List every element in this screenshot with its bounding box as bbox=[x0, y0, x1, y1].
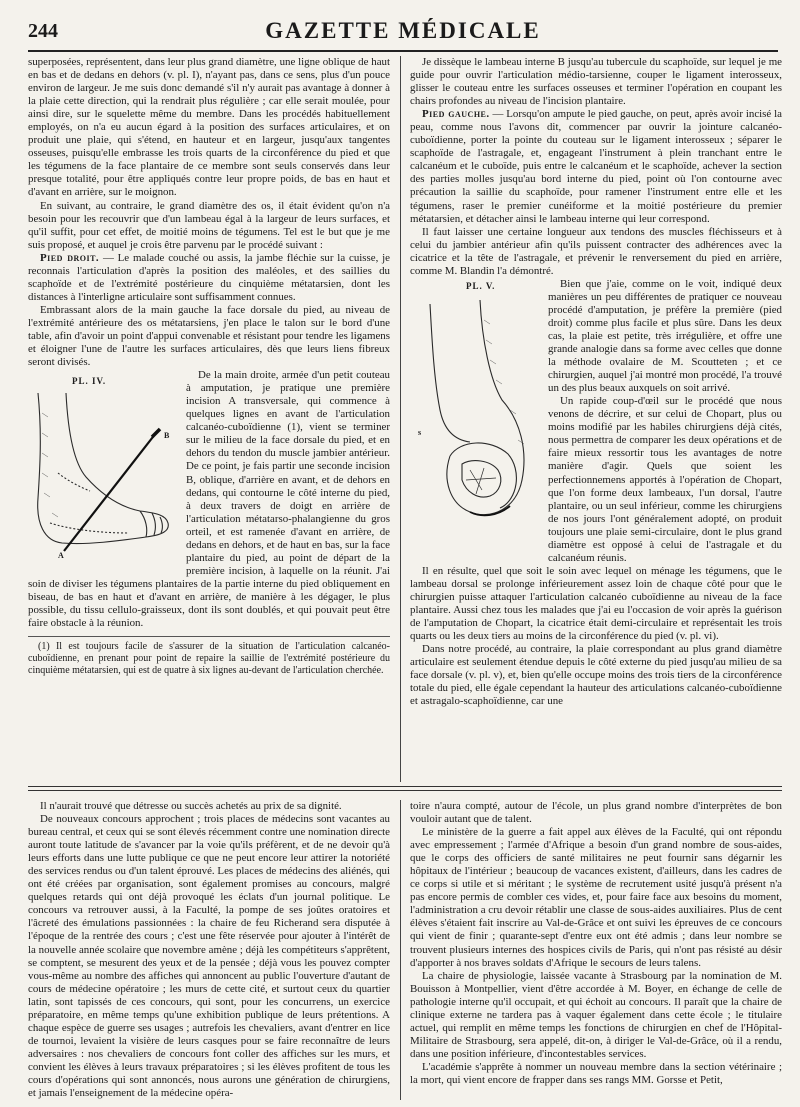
paragraph: Je dissèque le lambeau interne B jusqu'au tubercule du scaphoïde, sur lequel je me guide pour ouvrir l'articulation médio-tarsienne, couper le ligament interosseux, glisser le couteau entre les surfaces osseuses et terminer l'opération en coupant les chairs profondes au niveau de l'incision plantaire. bbox=[410, 56, 782, 108]
paragraph: Le ministère de la guerre a fait appel aux élèves de la Faculté, qui ont répondu avec empressement ; l'armée d'Afrique a besoin d'un grand nombre de sous-aides, que le corps des officiers de santé militaires ne peut fournir sans dégarnir les hôpitaux de l'intérieur ; beaucoup de vacances existent, d'ailleurs, dans les cadres de ce corps si utile et si méritant ; le système de recrutement usité jusqu'à présent n'a pas encore permis de combler ces vides, et, pour faire face aux besoins du moment, l'administration a cru devoir rétablir une classe de sous-aides auxiliaires. Plus de cent élèves s'étaient fait inscrire au Val-de-Grâce et ont suivi les épreuves de ce concours qui vient de finir ; quarante-sept d'entre eux ont été admis ; dans leur nombre se trouvent plusieurs internes des hospices civils de Paris, qui n'ont pas résisté au désir d'apporter à nos braves soldats d'Afrique le secours de leurs talens. bbox=[410, 826, 782, 969]
paragraph: En suivant, au contraire, le grand diamètre des os, il était évident qu'on n'a besoin pour les recouvrir que d'un lambeau égal à la largeur de leurs surfaces, et qu'il suffit, pour cet effet, de moitié moins de tégumens. Tel est le but que je me suis proposé, et auquel je crois être parvenu par le procédé suivant : bbox=[28, 199, 390, 251]
figure-plate-iv bbox=[28, 373, 178, 565]
column-right-top bbox=[410, 56, 782, 786]
figure-label: PL. IV. bbox=[72, 376, 107, 387]
column-left-top bbox=[28, 56, 390, 796]
column-divider bbox=[400, 800, 401, 1100]
figure-letter-a: A bbox=[58, 551, 65, 561]
figure-plate-v bbox=[410, 280, 540, 552]
paragraph: — Lorsqu'on ampute le pied gauche, on peut, après avoir incisé la peau, comme nous l'avons dit, commencer par ouvrir la jointure calcanéo-cuboïdienne, porter la pointe du couteau sur le ligament interosseux ; séparer le scaphoïde de l'astragale, et, engageant l'instrument à plein tranchant entre le calcanéum et le cuboïde, puis entre le calcanéum et le scaphoïde, achever la section des parties molles jusqu'au bord interne du pied, point où l'on contourne avec précaution la saillie du scaphoïde, pour ramener l'instrument entre elle et les tégumens, raser le premier cunéiforme et la moitié postérieure du premier métatarsien, et détacher ainsi le lambeau interne qui leur correspond. bbox=[410, 108, 782, 225]
paragraph: toire n'aura compté, autour de l'école, un plus grand nombre d'interprètes de bon vouloir autant que de talent. bbox=[410, 800, 782, 826]
column-right-bottom bbox=[410, 800, 782, 1100]
paragraph: Il n'aurait trouvé que détresse ou succès achetés au prix de sa dignité. bbox=[40, 800, 342, 812]
column-divider bbox=[400, 56, 401, 782]
page-header bbox=[28, 14, 778, 52]
paragraph: De nouveaux concours approchent ; trois places de médecins sont vacantes au bureau central, et ceux qui se sont élevés récemment contre une nomination directe auront toute latitude de s'avancer par la voie qu'ils préfèrent, et de ne devoir qu'à leurs efforts dans une lutte publique ce que ne peut encore leur attirer la notoriété des services rendus ou d'un talent éprouvé. Les places de médecins des aliénés, qui ont été créées par organisation, sont également promises au concours, malgré quelques retards qui ont déjà provoqué les éclats d'un journal politique. Le concours va retrouver aussi, à la Faculté, la pompe de ses joûtes oratoires et l'âcreté des émulations passionnées : la chaire de feu Richerand sera disputée à l'époque de la rentrée des cours ; c'est une fête réservée pour ajouter à l'intérêt de la nouvelle année scolaire que novembre amène ; déjà les compétiteurs s'apprêtent, se comptent, se mesurent des yeux et de la pensée ; déjà vous les pouvez compter vous-même au nombre des affiches qui annoncent au public l'ouverture d'autant de cours de médecine opératoire ; les murs de cette cité, et surtout ceux du quartier latin, sont tapissés de ces concours, qui sont, pour les concurrens, un exercice préparatoire, en même temps qu'une exhibition publique de leurs prétentions. A chaque espèce de guerre ses usages ; autrefois les chevaliers, avant d'entrer en lice de tournoi, levaient la visière de leurs casques pour se faire reconnaître de leurs adversaires : nos chevaliers de concours font coller des affiches sur les murs, et convient les élèves à leurs travaux préparatoires ; si les élèves profitent de tous les cours d'opérations qui sont annoncés, nous aurons une génération de chirurgiens, et jamais l'enseignement de la médecine opéra- bbox=[28, 813, 390, 1100]
footnote-text: (1) Il est toujours facile de s'assurer de la situation de l'articulation calcanéo-cuboïdienne, en prenant pour point de repaire la saillie de l'extrémité postérieure du cinquième métatarsien, qui est de quatre à six lignes au-devant de l'articulation cherchée. bbox=[28, 641, 390, 677]
foot-illustration bbox=[28, 373, 178, 565]
paragraph: Il en résulte, quel que soit le soin avec lequel on ménage les tégumens, que le lambeau dorsal se prolonge inférieurement assez loin de chaque côté pour que le chirurgien puisse attaquer l'articulation calcanéo cuboïdienne au niveau de la face plantaire. Aussi chez tous les malades que j'ai eu l'occasion de voir après la guérison de l'amputation de Chopart, la cicatrice était demi-circulaire et représentait les trois quarts ou les deux tiers au moins de la circonférence du pied (v. pl. vi). bbox=[410, 564, 782, 643]
stump-illustration bbox=[410, 280, 540, 552]
footnote bbox=[28, 636, 390, 678]
section-heading-pied-gauche: Pied gauche. bbox=[422, 108, 490, 121]
page-number: 244 bbox=[28, 20, 58, 42]
paragraph: Un rapide coup-d'œil sur le procédé que nous venons de décrire, et sur celui de Chopart, plus ou moins modifié par les habiles chirurgiens déjà cités, nous permettra de comparer les deux opérations et de faire mieux ressortir tous les avantages de notre manière d'agir. Quels que soient les perfectionnemens apportés à l'opération de Chopart, que l'on forme deux lambeaux, l'un dorsal, l'autre plantaire, ou un seul inférieur, comme les chirurgiens de nos jours l'ont généralement adopté, on produit toujours une plaie semi-circulaire, dont le plus grand diamètre est opposé à celui de l'astragale et du calcanéum réunis. bbox=[548, 395, 782, 564]
figure-label: PL. V. bbox=[466, 280, 496, 291]
figure-letter-s: s bbox=[418, 427, 423, 437]
paragraph: Dans notre procédé, au contraire, la plaie correspondant au plus grand diamètre articulaire est seulement étendue depuis le côté externe du pied jusqu'au milieu de sa face dorsale (v. pl. v), et, bien qu'elle occupe moins des trois tiers de la circonférence totale du pied, elle égale cependant la hauteur des articulations calcanéo-cuboïdienne et astragalo-scaphoïdienne, car une bbox=[410, 643, 782, 708]
figure-letter-b: B bbox=[164, 431, 171, 441]
paragraph: Embrassant alors de la main gauche la face dorsale du pied, au niveau de l'extrémité antérieure des os métatarsiens, j'en place le talon sur le bord d'une table, afin d'avoir un point d'appui convenable et résistant pour tendre les ligamens et éloigner l'une de l'autre les surfaces articulaires, dès que leurs liens fibreux seront divisés. bbox=[28, 303, 390, 369]
paragraph: L'académie s'apprête à nommer un nouveau membre dans la section vétérinaire ; la mort, qui vient encore de frapper dans ses rangs MM. Gorsse et Petit, bbox=[410, 1060, 782, 1086]
section-divider bbox=[28, 786, 782, 787]
paragraph: — Le malade couché ou assis, la jambe fléchie sur la cuisse, je reconnais l'articulation d'après la position des maléoles, et des saillies du scaphoïde et de l'extrémité postérieure du cinquième métatarsien, dont les distances à l'interligne articulaire sont suffisamment connues. bbox=[28, 251, 390, 303]
paragraph: La chaire de physiologie, laissée vacante à Strasbourg par la nomination de M. Bouisson à Montpellier, vient d'être accordée à M. Boyer, en échange de celle de pathologie interne qu'il occupait, et qui échoit au concours. Il paraît que la chaire de clinique externe ne tardera pas à vaquer également dans cette école ; le titulaire actuel, qui remplit en même temps les fonctions de chirurgien en chef de l'Hôpital-Militaire de Strasbourg, sera appelé, dit-on, à diriger le Val-de-Grâce, où il a rendu, dans une position inférieure, d'incontestables services. bbox=[410, 969, 782, 1060]
paragraph: Bien que j'aie, comme on le voit, indiqué deux manières un peu différentes de pratiquer ce nouveau procédé d'amputation, je préfère la première (pied droit) comme plus facile et plus sûre. Dans les deux cas, la plaie est petite, très irrégulière, et offre une grande analogie dans sa forme avec celles que donne la méthode ovalaire de M. Scoutteten ; et ce chirurgien, auquel j'ai montré mon procédé, l'a trouvé un des plus beaux auxquels on soit arrivé. bbox=[548, 277, 782, 395]
section-divider bbox=[28, 790, 782, 791]
column-left-bottom bbox=[28, 800, 390, 1100]
publication-title: GAZETTE MÉDICALE bbox=[265, 18, 541, 43]
paragraph: Il faut laisser une certaine longueur aux tendons des muscles fléchisseurs et à celui du jambier antérieur afin qu'ils puissent contracter des adhérences avec la cicatrice et la tête de l'astragale, et prévenir le renversement du pied en arrière, comme M. Blandin l'a démontré. bbox=[410, 225, 782, 277]
section-heading-pied-droit: Pied droit. bbox=[40, 251, 100, 264]
paragraph: De la main droite, armée d'un petit couteau à amputation, je pratique une première incision A transversale, qui commence à quelques lignes en avant de l'articulation calcanéo-cuboïdienne (1), vient se terminer sur le milieu de la face dorsale du pied, et en dehors du tendon du muscle jambier antérieur. De ce point, je fais partir une seconde incision B, oblique, d'arrière en avant, et de dehors en dedans, qui contourne le côté interne du pied, à deux travers de doigt en arrière de l'articulation métatarso-phalangienne du gros orteil, et est ramenée d'avant en arrière, de dedans en dehors, et de haut en bas, sur la face plantaire du pied, au point de départ de la première incision, à laquelle on la réunit. J'ai soin de diviser les tégumens plantaires de la partie interne du pied obliquement en biseau, de bas en haut et d'avant en arrière, de manière à les dégager, le plus possible, du tissu cellulo-graisseux, dont ils sont doublés, et qui pouvait peut être faire obstacle à la réunion. bbox=[28, 369, 390, 630]
paragraph: superposées, représentent, dans leur plus grand diamètre, une ligne oblique de haut en bas et de dedans en dehors (v. pl. I), n'ayant pas, dans ce sens, plus d'un pouce environ de largeur. Je me suis donc demandé s'il n'y aurait pas avantage à donner à la plaie cette direction, qui la rendrait plus régulière ; car elle serait moulée, pour ainsi dire, sur le squelette même du membre. Dans les procédés habituellement employés, on n'a eu aucun égard à la position des surfaces articulaires, et on produit une plaie, qui s'étend, en hauteur et en largeur, jusqu'aux tangentes osseuses, puisqu'elle embrasse les trois quarts de la circonférence du pied et que les tégumens de la face plantaire de ce membre sont seuls conservés dans leur presque totalité, pour être appliqués contre leur propre poids, de bas en haut et d'avant en arrière, sur le moignon. bbox=[28, 56, 390, 199]
